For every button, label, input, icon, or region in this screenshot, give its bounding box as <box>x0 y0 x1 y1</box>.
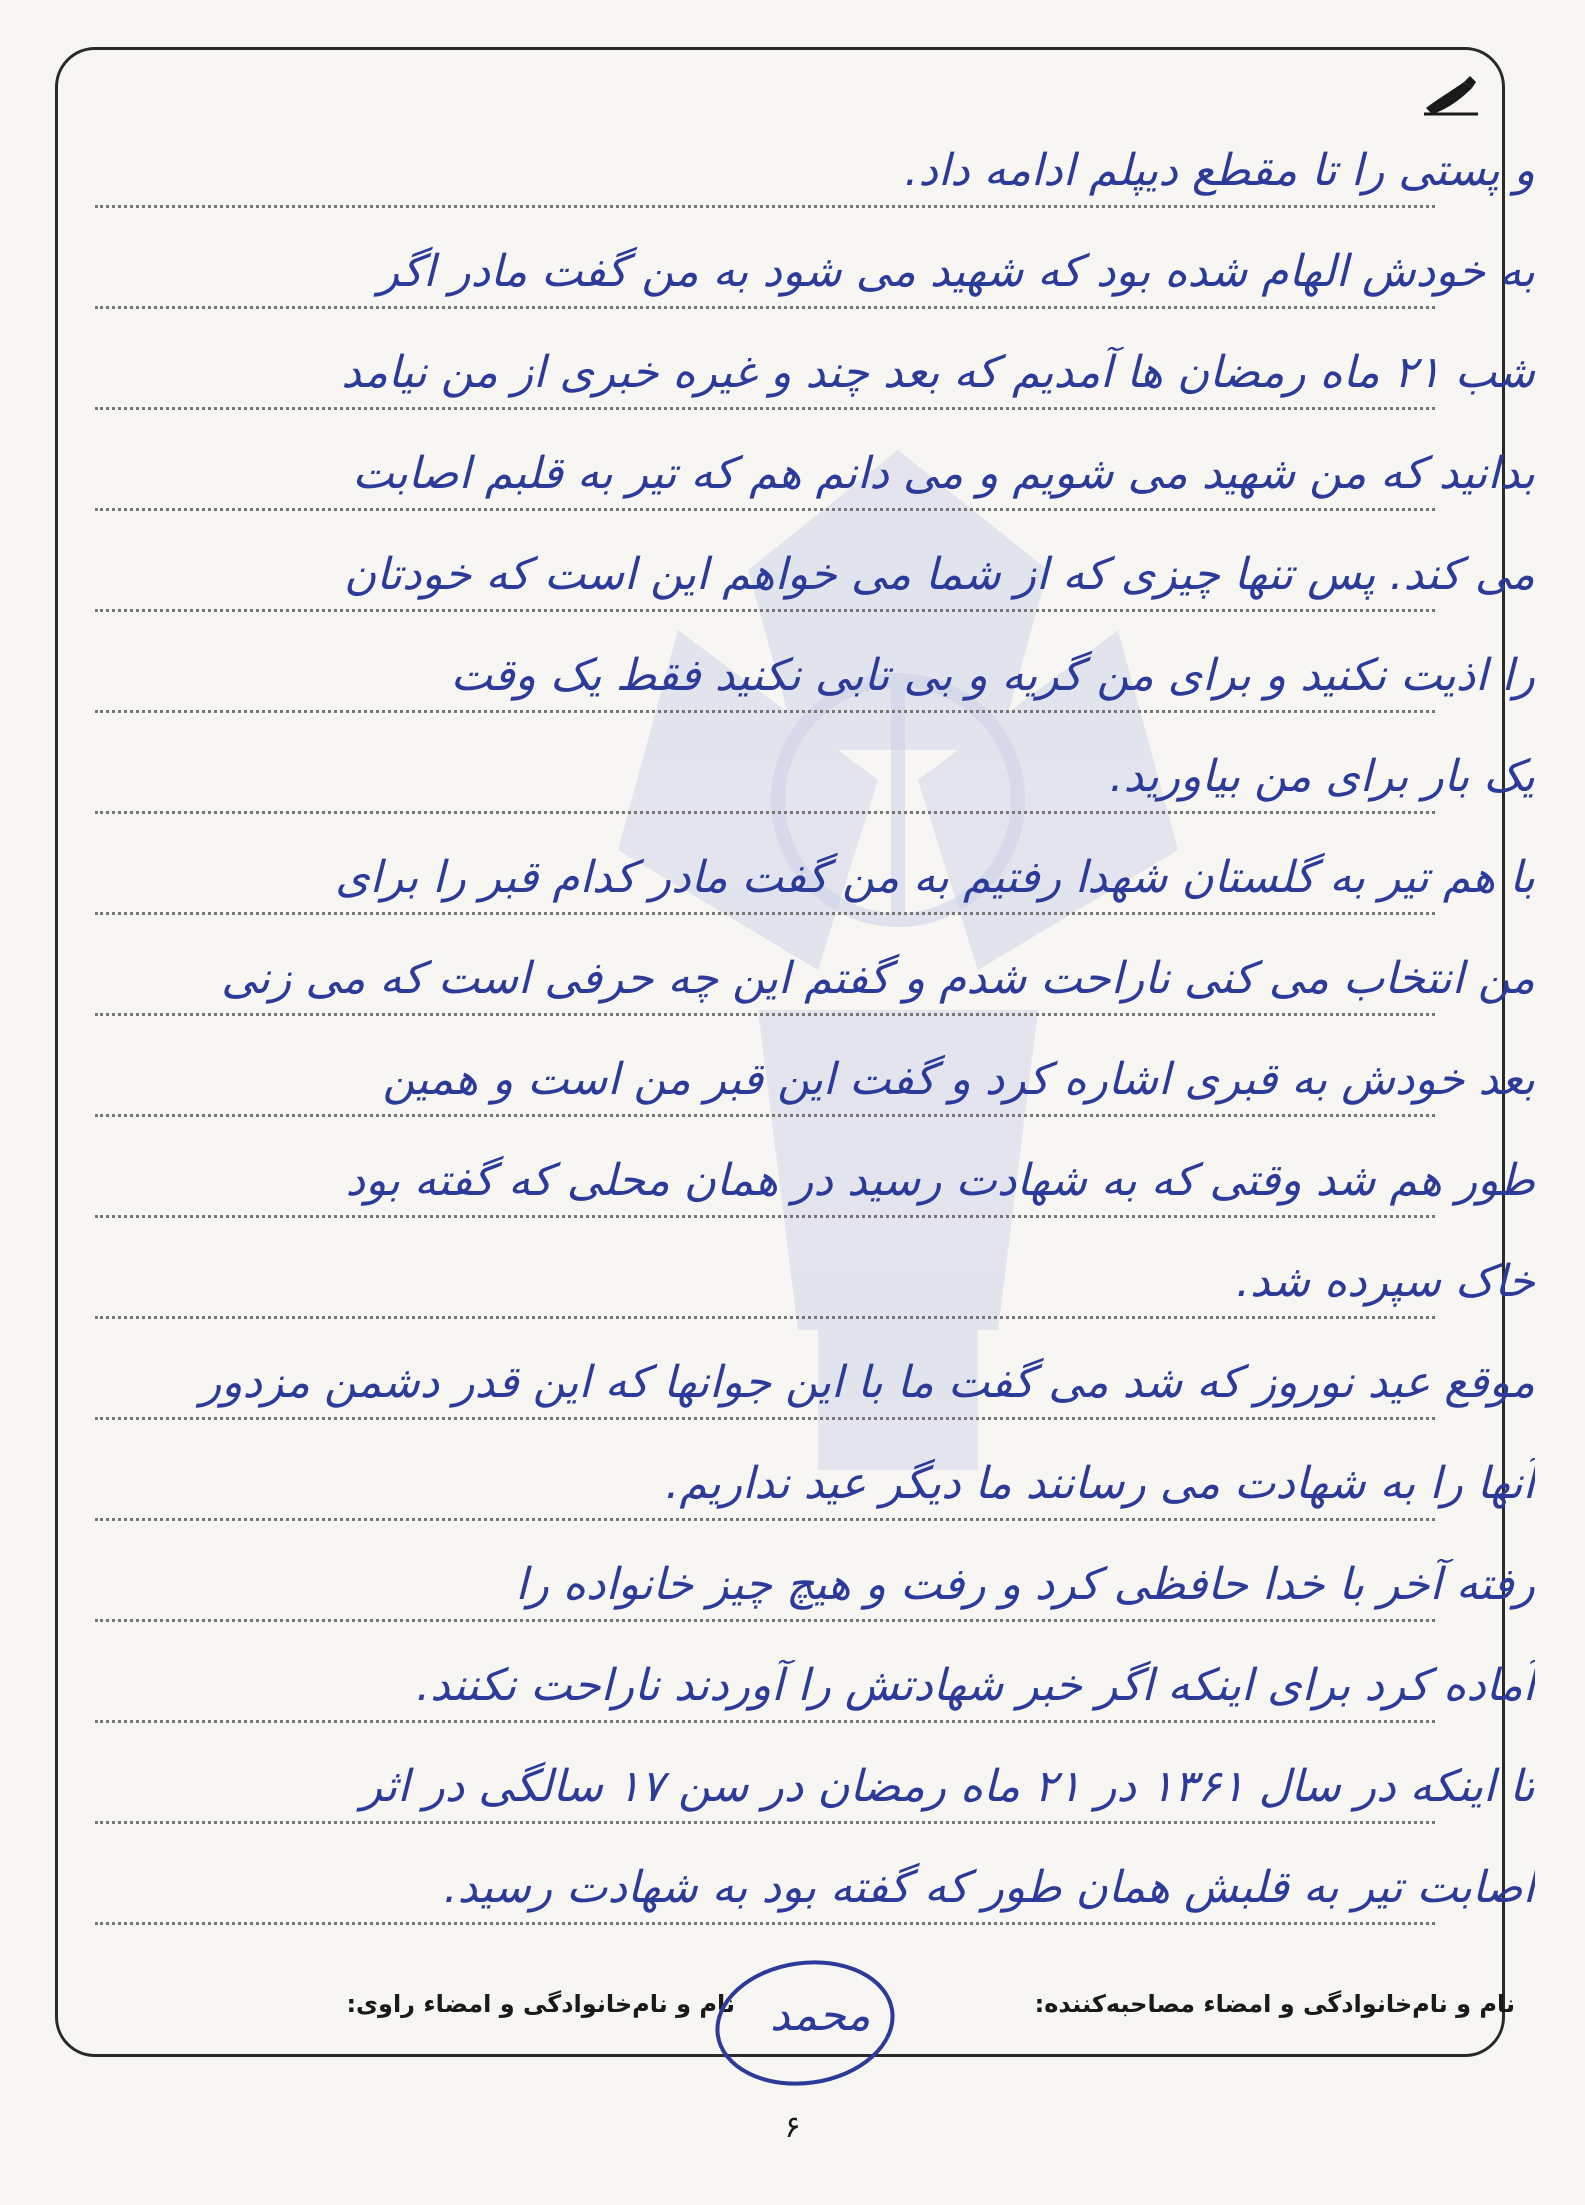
dotted-rule-line <box>95 1417 1435 1420</box>
handwritten-line: با هم تیر به گلستان شهدا رفتیم به من گفت مادر کدام قبر را برای <box>335 852 1535 903</box>
dotted-rule-line <box>95 1316 1435 1319</box>
handwritten-line: اصابت تیر به قلبش همان طور که گفته بود به شهادت رسید. <box>443 1862 1535 1913</box>
dotted-rule-line <box>95 508 1435 511</box>
handwritten-line: من انتخاب می کنی ناراحت شدم و گفتم این چه حرفی است که می زنی <box>221 953 1535 1004</box>
handwritten-line: خاک سپرده شد. <box>1236 1256 1535 1307</box>
dotted-rule-line <box>95 1720 1435 1723</box>
handwritten-line: و پستی را تا مقطع دیپلم ادامه داد. <box>904 145 1535 196</box>
handwritten-line: را اذیت نکنید و برای من گریه و بی تابی نکنید فقط یک وقت <box>450 650 1535 701</box>
handwritten-line: رفته آخر با خدا حافظی کرد و رفت و هیچ چیز خانواده را <box>515 1559 1535 1610</box>
handwritten-line: شب ۲۱ ماه رمضان ها آمدیم که بعد چند و غیره خبری از من نیامد <box>341 347 1535 398</box>
handwritten-line: آنها را به شهادت می رسانند ما دیگر عید نداریم. <box>665 1458 1535 1509</box>
dotted-rule-line <box>95 205 1435 208</box>
handwritten-line: می کند. پس تنها چیزی که از شما می خواهم این است که خودتان <box>343 549 1535 600</box>
dotted-rule-line <box>95 1619 1435 1622</box>
dotted-rule-line <box>95 306 1435 309</box>
page-number: ۶ <box>784 2110 801 2145</box>
dotted-rule-line <box>95 1821 1435 1824</box>
handwritten-line: آماده کرد برای اینکه اگر خبر شهادتش را آوردند ناراحت نکنند. <box>416 1660 1535 1711</box>
dotted-rule-line <box>95 1922 1435 1925</box>
handwritten-line: بعد خودش به قبری اشاره کرد و گفت این قبر من است و همین <box>382 1054 1535 1105</box>
handwritten-line: موقع عید نوروز که شد می گفت ما با این جوانها که این قدر دشمن مزدور <box>200 1357 1535 1408</box>
dotted-rule-line <box>95 912 1435 915</box>
dotted-rule-line <box>95 710 1435 713</box>
handwritten-line: بدانید که من شهید می شویم و می دانم هم که تیر به قلبم اصابت <box>352 448 1535 499</box>
handwritten-line: تا اینکه در سال ۱۳۶۱ در ۲۱ ماه رمضان در سن ۱۷ سالگی در اثر <box>360 1761 1535 1812</box>
handwritten-line: به خودش الهام شده بود که شهید می شود به من گفت مادر اگر <box>377 246 1535 297</box>
dotted-rule-line <box>95 1215 1435 1218</box>
signature-text: محمد <box>770 1990 871 2041</box>
handwritten-line: یک بار برای من بیاورید. <box>1109 751 1535 802</box>
dotted-rule-line <box>95 1518 1435 1521</box>
handwritten-line: طور هم شد وقتی که به شهادت رسید در همان محلی که گفته بود <box>345 1155 1535 1206</box>
dotted-rule-line <box>95 609 1435 612</box>
dotted-rule-line <box>95 1114 1435 1117</box>
dotted-rule-line <box>95 1013 1435 1016</box>
narrator-signature-label: نام و نام‌خانوادگی و امضاء راوی: <box>346 1990 735 2018</box>
interviewer-signature-label: نام و نام‌خانوادگی و امضاء مصاحبه‌کننده: <box>1034 1990 1515 2018</box>
dotted-rule-line <box>95 811 1435 814</box>
pen-writing-icon <box>1420 70 1480 118</box>
dotted-rule-line <box>95 407 1435 410</box>
